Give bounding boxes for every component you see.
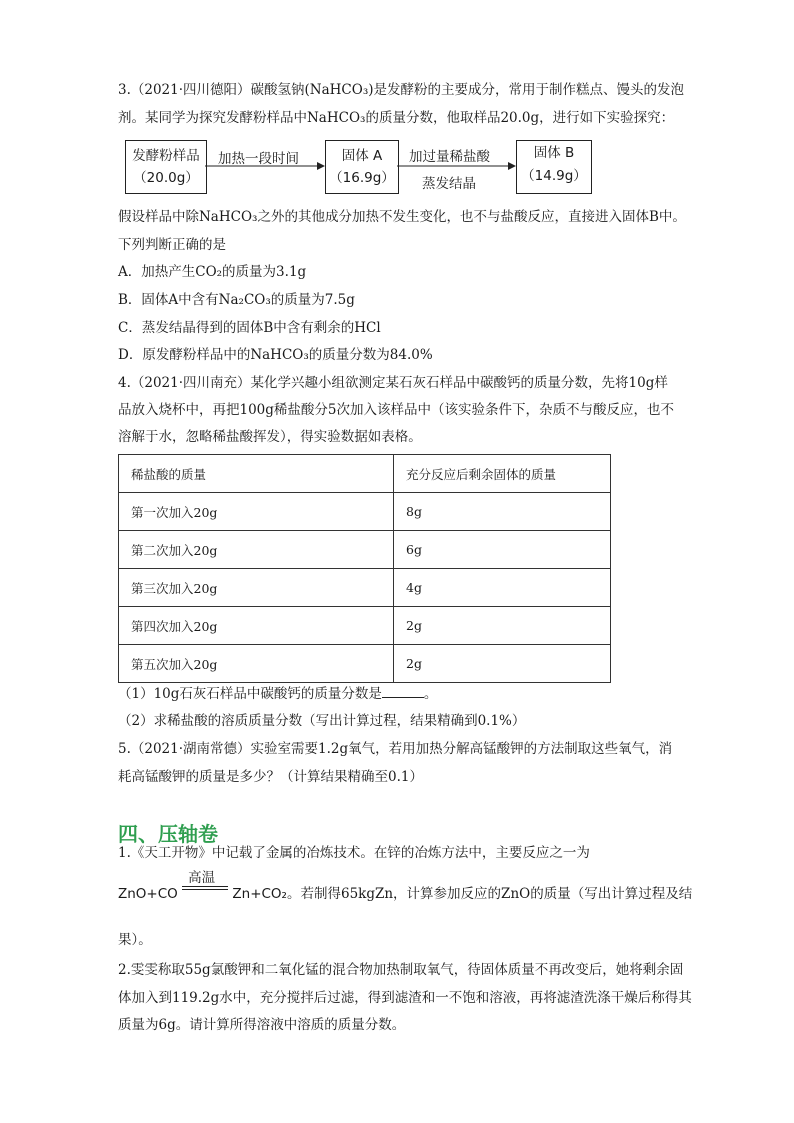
flow-box-solid-b [516,140,592,194]
s4-p2-line-1: 2.雯雯称取55g氯酸钾和二氧化锰的混合物加热制取氧气，待固体质量不再改变后，她将剩余固 [118,962,684,978]
table-row [119,645,611,683]
q4-line-1: 4.（2021·四川南充）某化学兴趣小组欲测定某石灰石样品中碳酸钙的质量分数，先将10g样 [118,375,668,391]
q4-sub-question-2: （2）求稀盐酸的溶质质量分数（写出计算过程，结果精确到0.1%） [118,713,526,729]
table-cell: 6g [394,531,611,569]
flow-arrow-2-label-bottom: 蒸发结晶 [422,176,476,192]
table-cell: 2g [394,645,611,683]
q5-line-2: 耗高锰酸钾的质量是多少？（计算结果精确至0.1） [118,769,423,785]
s4-p1-line-1: 1.《天工开物》中记载了金属的冶炼技术。在锌的冶炼方法中，主要反应之一为 [118,845,590,861]
flow-box-solid-a-mass: （16.9g） [329,170,395,186]
q3-line-2: 剂。某同学为探究发酵粉样品中NaHCO₃的质量分数，他取样品20.0g，进行如下实验探究： [118,110,675,126]
q3-option-c: C．蒸发结晶得到的固体B中含有剩余的HCl [118,320,381,336]
q3-option-b: B．固体A中含有Na₂CO₃的质量为7.5g [118,292,355,308]
q4-sub-question-1 [118,684,437,704]
q4-line-2: 品放入烧杯中，再把100g稀盐酸分5次加入该样品中（该实验条件下，杂质不与酸反应，也不 [118,402,674,418]
flow-arrow-2-icon [397,160,517,172]
s4-p1-after-eq: 。若制得65kgZn，计算参加反应的ZnO的质量（写出计算过程及结 [286,886,693,902]
table-row [119,531,611,569]
table-cell: 第一次加入20g [119,493,394,531]
answer-blank[interactable] [382,685,424,698]
table-cell: 第二次加入20g [119,531,394,569]
flow-box-sample [125,140,207,194]
table-cell: 2g [394,607,611,645]
s4-p2-line-2: 体加入到119.2g水中，充分搅拌后过滤，得到滤渣和一不饱和溶液，再将滤渣洗涤干燥后称得其 [118,990,692,1006]
table-cell: 第四次加入20g [119,607,394,645]
equation-line-top [182,886,228,887]
flow-box-sample-mass: （20.0g） [133,170,199,186]
table-header-row [119,455,611,493]
table-row [119,607,611,645]
flow-arrow-1-label: 加热一段时间 [218,151,299,167]
q3-line-3: 假设样品中除NaHCO₃之外的其他成分加热不发生变化，也不与盐酸反应，直接进入固体B中。 [118,209,686,225]
table-cell: 第五次加入20g [119,645,394,683]
q4-data-table [118,454,611,683]
flow-box-solid-a-name: 固体 A [341,148,383,164]
flow-box-sample-name: 发酵粉样品 [132,148,200,164]
flow-box-solid-b-name: 固体 B [533,145,575,161]
table-row [119,569,611,607]
equation-condition-arrow [182,870,228,900]
q3-line-1: 3.（2021·四川德阳）碳酸氢钠(NaHCO₃)是发酵粉的主要成分，常用于制作糕点、馒头的发泡 [118,82,685,98]
flow-arrow-1-icon [205,160,325,172]
equation-condition: 高温 [188,870,216,886]
q3-option-d: D．原发酵粉样品中的NaHCO₃的质量分数为84.0% [118,347,433,363]
q5-line-1: 5.（2021·湖南常德）实验室需要1.2g氧气，若用加热分解高锰酸钾的方法制取这些氧气，消 [118,741,673,757]
flow-arrow-2-label-top: 加过量稀盐酸 [409,149,490,165]
s4-p1-line-3: 果）。 [118,932,152,948]
equation-line-bottom [182,889,228,890]
table-cell: 4g [394,569,611,607]
q3-line-4: 下列判断正确的是 [118,237,226,253]
table-header-acid: 稀盐酸的质量 [119,455,394,493]
chemical-equation [118,870,693,902]
equation-right: Zn+CO₂ [232,886,287,902]
q4-line-3: 溶解于水，忽略稀盐酸挥发），得实验数据如表格。 [118,429,422,445]
q4-sub1-end: 。 [423,686,438,702]
flow-box-solid-b-mass: （14.9g） [521,168,587,184]
table-row [119,493,611,531]
table-header-solid: 充分反应后剩余固体的质量 [394,455,611,493]
s4-p2-line-3: 质量为6g。请计算所得溶液中溶质的质量分数。 [118,1017,406,1033]
table-cell: 第三次加入20g [119,569,394,607]
section-heading: 四、压轴卷 [118,822,218,846]
table-cell: 8g [394,493,611,531]
equation-left: ZnO+CO [118,886,178,902]
q3-option-a: A．加热产生CO₂的质量为3.1g [118,264,307,280]
flow-box-solid-a [325,140,399,194]
q4-sub1-text: （1）10g石灰石样品中碳酸钙的质量分数是 [118,686,382,702]
